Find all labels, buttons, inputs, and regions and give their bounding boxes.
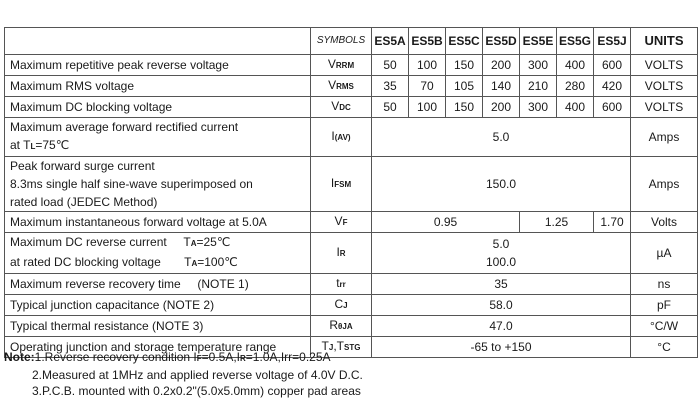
condition-2-subscript: A bbox=[191, 259, 198, 268]
note-1-text-mid: =0.5A,I bbox=[201, 350, 241, 364]
param-label bbox=[5, 157, 311, 212]
value-cell bbox=[372, 233, 631, 274]
param-label: Typical thermal resistance (NOTE 3) bbox=[5, 316, 311, 337]
symbol-text: t bbox=[336, 276, 340, 290]
value-cell: 150 bbox=[446, 97, 483, 118]
param-line-3: rated load (JEDEC Method) bbox=[10, 195, 158, 209]
condition-1: T bbox=[183, 235, 191, 249]
value-cell: 105 bbox=[446, 76, 483, 97]
value-cell: 35 bbox=[372, 274, 631, 295]
symbol-cell bbox=[311, 76, 372, 97]
symbol-cell bbox=[311, 97, 372, 118]
condition-2: T bbox=[184, 255, 192, 269]
notes-label: Note: bbox=[4, 350, 35, 364]
symbol-cell bbox=[311, 316, 372, 337]
param-line-2-tail: =75℃ bbox=[35, 138, 70, 152]
symbol-text: T bbox=[321, 339, 329, 353]
value-cell: 50 bbox=[372, 55, 409, 76]
symbol-subscript: J bbox=[328, 343, 334, 352]
electrical-characteristics-table bbox=[4, 27, 698, 358]
symbol-text: V bbox=[334, 214, 343, 228]
unit-cell: µA bbox=[631, 233, 698, 274]
symbol-mid: ,T bbox=[333, 339, 344, 353]
param-note: (NOTE 1) bbox=[197, 277, 249, 291]
param-line-2: 8.3ms single half sine-wave superimposed on bbox=[10, 177, 253, 191]
value-cell: 1.70 bbox=[594, 212, 631, 233]
table-row-ifsm bbox=[5, 157, 698, 212]
unit-cell: pF bbox=[631, 295, 698, 316]
symbol-subscript: RRM bbox=[335, 61, 355, 70]
unit-cell: °C bbox=[631, 337, 698, 358]
value-cell: 1.25 bbox=[520, 212, 594, 233]
table-row-ir bbox=[5, 233, 698, 274]
value-cell: 420 bbox=[594, 76, 631, 97]
note-1-text-tail: =1.0A,Irr=0.25A bbox=[245, 350, 331, 364]
param-label bbox=[5, 274, 311, 295]
header-col-es5g: ES5G bbox=[557, 28, 594, 55]
param-label: Maximum RMS voltage bbox=[5, 76, 311, 97]
symbol-cell bbox=[311, 233, 372, 274]
value-cell: 600 bbox=[594, 55, 631, 76]
param-line-1: Maximum average forward rectified current bbox=[10, 120, 239, 134]
param-label bbox=[5, 118, 311, 157]
symbol-subscript: θJA bbox=[338, 322, 353, 331]
value-cell: -65 to +150 bbox=[372, 337, 631, 358]
notes-section bbox=[4, 349, 363, 399]
condition-1-subscript: A bbox=[190, 239, 197, 248]
table-row-vf bbox=[5, 212, 698, 233]
param-subscript: L bbox=[30, 142, 36, 151]
param-label: Maximum DC blocking voltage bbox=[5, 97, 311, 118]
value-cell: 210 bbox=[520, 76, 557, 97]
table-row-cj bbox=[5, 295, 698, 316]
value-cell: 300 bbox=[520, 55, 557, 76]
header-symbols: SYMBOLS bbox=[311, 28, 372, 55]
value-cell: 140 bbox=[483, 76, 520, 97]
symbol-subscript: FSM bbox=[334, 180, 352, 189]
note-1-subscript-r: R bbox=[240, 354, 246, 363]
value-cell: 58.0 bbox=[372, 295, 631, 316]
value-cell: 5.0 bbox=[372, 118, 631, 157]
symbol-subscript: F bbox=[342, 218, 348, 227]
value-cell: 280 bbox=[557, 76, 594, 97]
header-col-es5e: ES5E bbox=[520, 28, 557, 55]
param-line-2: at rated DC blocking voltage bbox=[10, 255, 161, 269]
symbol-subscript: RMS bbox=[336, 82, 354, 91]
value-cell: 100 bbox=[409, 97, 446, 118]
header-col-es5a: ES5A bbox=[372, 28, 409, 55]
unit-cell: VOLTS bbox=[631, 76, 698, 97]
symbol-subscript: (AV) bbox=[334, 133, 351, 142]
value-cell: 400 bbox=[557, 97, 594, 118]
value-cell: 150 bbox=[446, 55, 483, 76]
param-line-1: Peak forward surge current bbox=[10, 159, 155, 173]
symbol-subscript-2: STG bbox=[344, 343, 361, 352]
value-cell: 200 bbox=[483, 97, 520, 118]
symbol-text: I bbox=[336, 245, 340, 259]
value-cell: 100 bbox=[409, 55, 446, 76]
value-cell: 300 bbox=[520, 97, 557, 118]
note-1-subscript-f: F bbox=[196, 354, 202, 363]
symbol-text: I bbox=[331, 129, 335, 143]
value-cell: 70 bbox=[409, 76, 446, 97]
value-cell: 200 bbox=[483, 55, 520, 76]
symbol-cell bbox=[311, 55, 372, 76]
symbol-cell bbox=[311, 118, 372, 157]
unit-cell: Volts bbox=[631, 212, 698, 233]
symbol-cell bbox=[311, 295, 372, 316]
symbol-subscript: rr bbox=[339, 280, 346, 289]
symbol-subscript: R bbox=[339, 249, 346, 258]
param-label bbox=[5, 233, 311, 274]
note-1 bbox=[4, 349, 363, 367]
value-cell: 35 bbox=[372, 76, 409, 97]
note-2: 2.Measured at 1MHz and applied reverse voltage of 4.0V D.C. bbox=[32, 368, 363, 382]
symbol-subscript: J bbox=[343, 301, 348, 310]
table-row-vrrm bbox=[5, 55, 698, 76]
condition-1-tail: =25℃ bbox=[196, 235, 231, 249]
header-blank bbox=[5, 28, 311, 55]
table-header-row bbox=[5, 28, 698, 55]
header-col-es5c: ES5C bbox=[446, 28, 483, 55]
symbol-text: V bbox=[327, 57, 336, 71]
param-label: Maximum repetitive peak reverse voltage bbox=[5, 55, 311, 76]
param-label: Operating junction and storage temperature range bbox=[5, 337, 311, 358]
condition-2-tail: =100℃ bbox=[197, 255, 238, 269]
unit-cell: ns bbox=[631, 274, 698, 295]
param-label: Maximum instantaneous forward voltage at 5.0A bbox=[5, 212, 311, 233]
header-col-es5j: ES5J bbox=[594, 28, 631, 55]
unit-cell: °C/W bbox=[631, 316, 698, 337]
note-1-text: 1.Reverse recovery condition I bbox=[34, 350, 197, 364]
value-cell: 400 bbox=[557, 55, 594, 76]
header-col-es5b: ES5B bbox=[409, 28, 446, 55]
value-line-2: 100.0 bbox=[485, 255, 517, 269]
param-line-1: Maximum DC reverse current bbox=[10, 235, 167, 249]
value-cell: 150.0 bbox=[372, 157, 631, 212]
table-row-trr bbox=[5, 274, 698, 295]
unit-cell: VOLTS bbox=[631, 55, 698, 76]
symbol-text: V bbox=[328, 78, 337, 92]
table-row-vrms bbox=[5, 76, 698, 97]
symbol-text: R bbox=[329, 318, 339, 332]
symbol-text: V bbox=[331, 99, 340, 113]
unit-cell: Amps bbox=[631, 157, 698, 212]
value-cell: 0.95 bbox=[372, 212, 520, 233]
param-text: Maximum reverse recovery time bbox=[10, 277, 181, 291]
note-3: 3.P.C.B. mounted with 0.2x0.2"(5.0x5.0mm) copper pad areas bbox=[32, 384, 361, 398]
symbol-cell bbox=[311, 212, 372, 233]
symbol-text: I bbox=[330, 176, 335, 190]
symbol-subscript: DC bbox=[339, 103, 351, 112]
unit-cell: Amps bbox=[631, 118, 698, 157]
unit-cell: VOLTS bbox=[631, 97, 698, 118]
symbol-text: C bbox=[334, 297, 344, 311]
table-row-rth bbox=[5, 316, 698, 337]
table-row-vdc bbox=[5, 97, 698, 118]
value-cell: 50 bbox=[372, 97, 409, 118]
header-units: UNITS bbox=[631, 28, 698, 55]
symbol-cell bbox=[311, 274, 372, 295]
table-row-iav bbox=[5, 118, 698, 157]
value-cell: 47.0 bbox=[372, 316, 631, 337]
header-col-es5d: ES5D bbox=[483, 28, 520, 55]
value-line-1: 5.0 bbox=[492, 237, 510, 251]
param-label: Typical junction capacitance (NOTE 2) bbox=[5, 295, 311, 316]
symbol-cell bbox=[311, 157, 372, 212]
value-cell: 600 bbox=[594, 97, 631, 118]
param-line-2: at T bbox=[10, 138, 31, 152]
